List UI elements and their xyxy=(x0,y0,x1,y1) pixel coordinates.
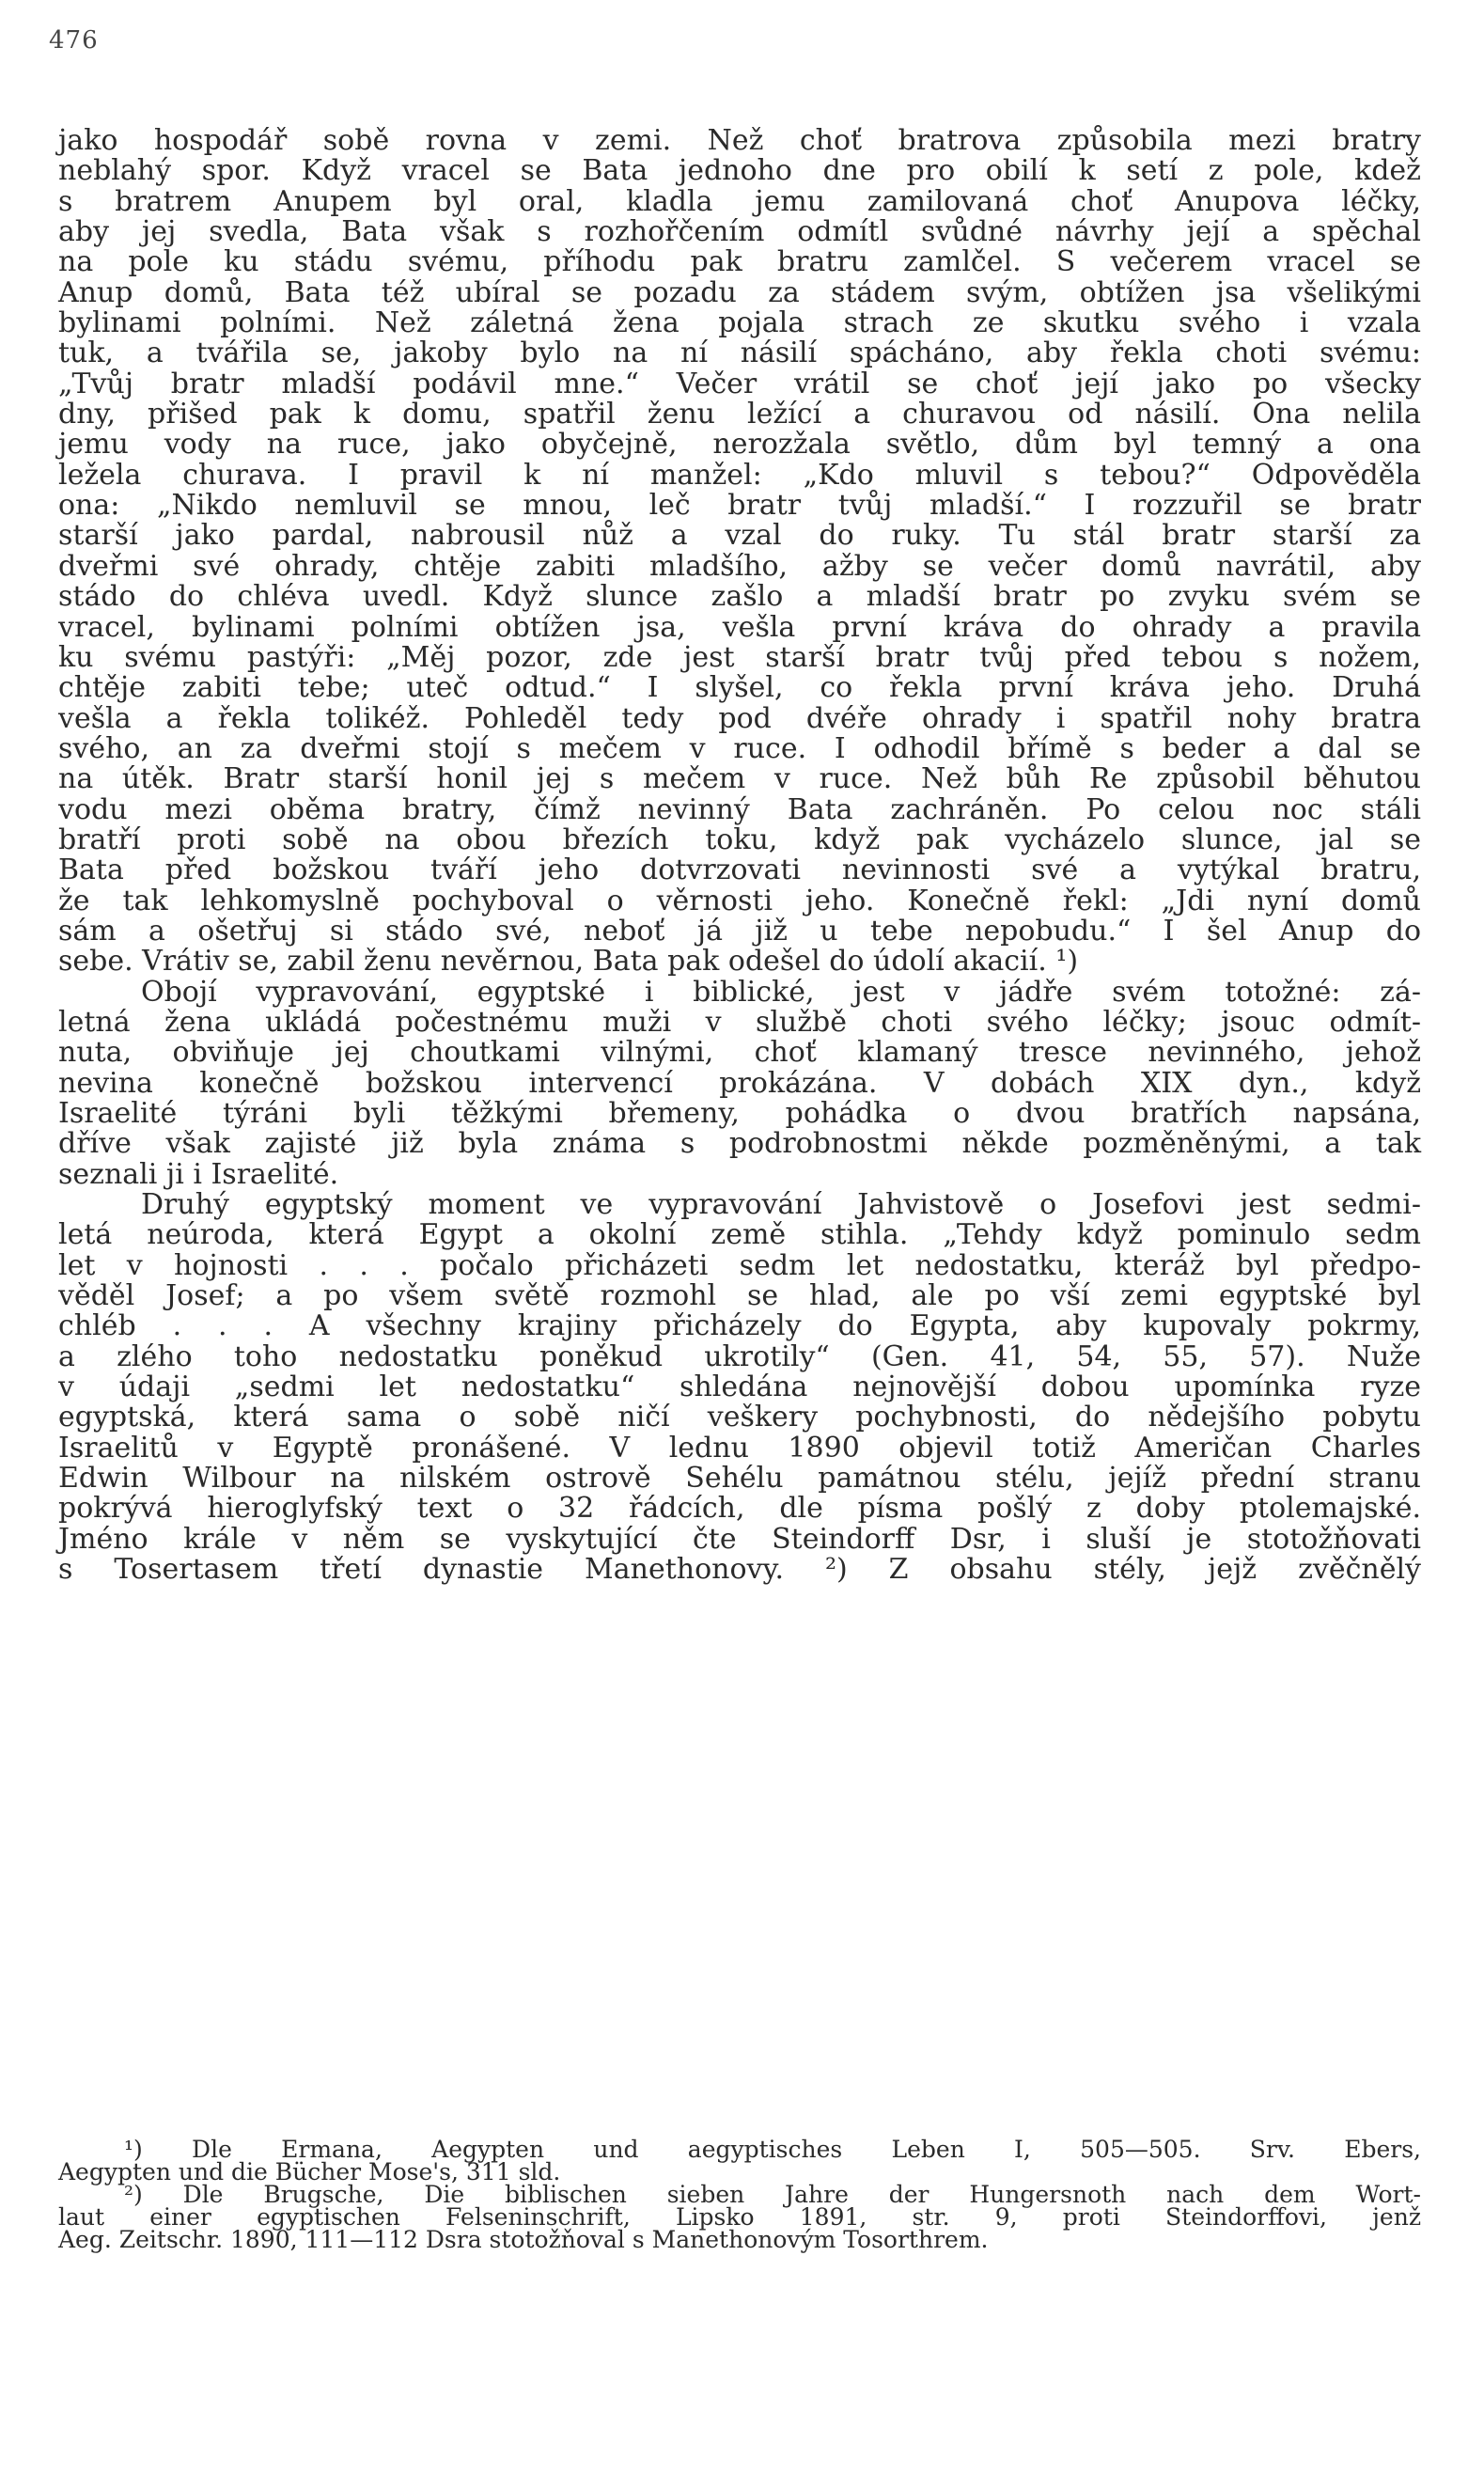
text-line: nevina konečně božskou intervencí prokázána. V dobách XIX dyn., když xyxy=(58,1066,1421,1100)
footnote xyxy=(58,2181,1421,2253)
text-line: věděl Josef; a po všem světě rozmohl se hlad, ale po vší zemi egyptské byl xyxy=(58,1279,1421,1313)
footnotes xyxy=(58,2138,1421,2251)
text-line: Israelité týráni byli těžkými břemeny, pohádka o dvou bratřích napsána, xyxy=(58,1097,1421,1130)
footnote-line: Aegypten und die Bücher Mose's, 311 sld. xyxy=(58,2158,561,2185)
text-line: „Tvůj bratr mladší podávil mne.“ Večer vrátil se choť její jako po všecky xyxy=(58,367,1421,400)
text-line: bylinami polními. Než záletná žena pojala strach ze skutku svého i vzala xyxy=(58,306,1421,340)
text-line: letá neúroda, která Egypt a okolní země stihla. „Tehdy když pominulo sedm xyxy=(58,1218,1421,1252)
paragraph xyxy=(58,126,1421,978)
text-line: dveřmi své ohrady, chtěje zabiti mladšího, ažby se večer domů navrátil, aby xyxy=(58,549,1421,583)
text-line: stádo do chléva uvedl. Když slunce zašlo a mladší bratr po zvyku svém se xyxy=(58,580,1421,614)
text-line: svého, an za dveřmi stojí s mečem v ruce. I odhodil břímě s beder a dal se xyxy=(58,731,1421,765)
main-text xyxy=(58,126,1421,1586)
text-line: že tak lehkomyslně pochyboval o věrnosti jeho. Konečně řekl: „Jdi nyní domů xyxy=(58,884,1421,917)
text-line: s bratrem Anupem byl oral, kladla jemu zamilovaná choť Anupova léčky, xyxy=(58,184,1421,218)
footnote-line: laut einer egyptischen Felseninschrift, Lipsko 1891, str. 9, proti Steindorffovi, jenž xyxy=(58,2203,1421,2231)
paragraph xyxy=(58,975,1421,1191)
text-line: egyptská, která sama o sobě ničí veškery pochybnosti, do nědejšího pobytu xyxy=(58,1401,1421,1434)
text-line: a zlého toho nedostatku poněkud ukrotily“ (Gen. 41, 54, 55, 57). Nuže xyxy=(58,1339,1421,1373)
text-line: chtěje zabiti tebe; uteč odtud.“ I slyšel, co řekla první kráva jeho. Druhá xyxy=(58,671,1421,705)
text-line: letná žena ukládá počestnému muži v službě choti svého léčky; jsouc odmít- xyxy=(58,1005,1421,1039)
text-line: chléb . . . A všechny krajiny přicházely do Egypta, aby kupovaly pokrmy, xyxy=(58,1309,1421,1343)
text-line: Obojí vypravování, egyptské i biblické, jest v jádře svém totožné: zá- xyxy=(141,975,1421,1009)
text-line: jemu vody na ruce, jako obyčejně, nerozžala světlo, dům byl temný a ona xyxy=(58,428,1421,462)
text-line: s Tosertasem třetí dynastie Manethonovy. ²) Z obsahu stély, jejž zvěčnělý xyxy=(58,1553,1421,1587)
text-line: nuta, obviňuje jej choutkami vilnými, choť klamaný tresce nevinného, jehož xyxy=(58,1036,1421,1070)
footnote-line: ¹) Dle Ermana, Aegypten und aegyptisches Leben I, 505—505. Srv. Ebers, xyxy=(124,2136,1421,2163)
paragraph xyxy=(58,1190,1421,1585)
text-line: Anup domů, Bata též ubíral se pozadu za stádem svým, obtížen jsa všelikými xyxy=(58,275,1421,309)
text-line: sebe. Vrátiv se, zabil ženu nevěrnou, Bata pak odešel do údolí akacií. ¹) xyxy=(58,945,1079,979)
text-line: vracel, bylinami polními obtížen jsa, vešla první kráva do ohrady a pravila xyxy=(58,610,1421,644)
text-line: v údaji „sedmi let nedostatku“ shledána nejnovější dobou upomínka ryze xyxy=(58,1371,1421,1404)
text-line: seznali ji i Israelité. xyxy=(58,1157,339,1191)
footnote-line: Aeg. Zeitschr. 1890, 111—112 Dsra stotožňoval s Manethonovým Tosorthrem. xyxy=(58,2226,989,2253)
text-line: dny, přišed pak k domu, spatřil ženu ležící a churavou od násilí. Ona nelila xyxy=(58,398,1421,431)
text-line: Edwin Wilbour na nilském ostrově Sehélu památnou stélu, jejíž přední stranu xyxy=(58,1462,1421,1496)
footnote-line: ²) Dle Brugsche, Die biblischen sieben Jahre der Hungersnoth nach dem Wort- xyxy=(124,2181,1421,2208)
text-line: ona: „Nikdo nemluvil se mnou, leč bratr tvůj mladší.“ I rozzuřil se bratr xyxy=(58,489,1421,523)
text-line: sám a ošetřuj si stádo své, neboť já již u tebe nepobudu.“ I šel Anup do xyxy=(58,914,1421,948)
text-line: ku svému pastýři: „Měj pozor, zde jest starší bratr tvůj před tebou s nožem, xyxy=(58,640,1421,674)
text-line: na pole ku stádu svému, příhodu pak bratru zamlčel. S večerem vracel se xyxy=(58,245,1421,279)
text-line: Bata před božskou tváří jeho dotvrzovati nevinnosti své a vytýkal bratru, xyxy=(58,854,1421,887)
text-line: vešla a řekla tolikéž. Pohleděl tedy pod dvéře ohrady i spatřil nohy bratra xyxy=(58,701,1421,735)
text-line: ležela churava. I pravil k ní manžel: „Kdo mluvil s tebou?“ Odpověděla xyxy=(58,458,1421,492)
text-line: vodu mezi oběma bratry, čímž nevinný Bata zachráněn. Po celou noc stáli xyxy=(58,792,1421,826)
text-line: Druhý egyptský moment ve vypravování Jahvistově o Josefovi jest sedmi- xyxy=(141,1188,1421,1222)
footnote xyxy=(58,2138,1421,2184)
text-line: starší jako pardal, nabrousil nůž a vzal do ruky. Tu stál bratr starší za xyxy=(58,519,1421,553)
text-line: Israelitů v Egyptě pronášené. V lednu 1890 objevil totiž Američan Charles xyxy=(58,1431,1421,1465)
text-line: jako hospodář sobě rovna v zemi. Než choť bratrova způsobila mezi bratry xyxy=(58,124,1421,157)
text-line: dříve však zajisté již byla známa s podrobnostmi někde pozměněnými, a tak xyxy=(58,1127,1421,1161)
text-line: let v hojnosti . . . počalo přicházeti sedm let nedostatku, kteráž byl předpo- xyxy=(58,1248,1421,1282)
text-line: neblahý spor. Když vracel se Bata jednoho dne pro obilí k setí z pole, kdež xyxy=(58,154,1421,188)
text-line: aby jej svedla, Bata však s rozhořčením odmítl svůdné návrhy její a spěchal xyxy=(58,215,1421,249)
text-line: Jméno krále v něm se vyskytující čte Steindorff Dsr, i sluší je stotožňovati xyxy=(58,1522,1421,1556)
text-line: pokrývá hieroglyfský text o 32 řádcích, dle písma pošlý z doby ptolemajské. xyxy=(58,1492,1421,1526)
text-line: na útěk. Bratr starší honil jej s mečem v ruce. Než bůh Re způsobil běhutou xyxy=(58,762,1421,796)
text-line: bratří proti sobě na obou březích toku, když pak vycházelo slunce, jal se xyxy=(58,822,1421,856)
page-number: 476 xyxy=(49,26,99,55)
text-line: tuk, a tvářila se, jakoby bylo na ní násilí spácháno, aby řekla choti svému: xyxy=(58,337,1421,370)
